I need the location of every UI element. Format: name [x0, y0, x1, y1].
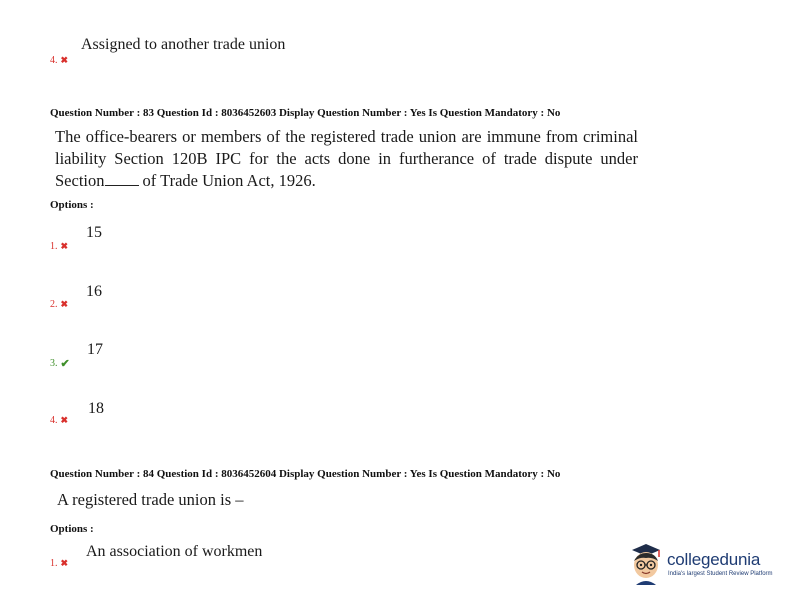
- option-number: 4.: [50, 55, 58, 66]
- cross-icon: ✖: [60, 55, 69, 65]
- options-label: Options :: [50, 523, 94, 535]
- option-2-number: [50, 299, 68, 310]
- logo-wordmark: collegedunia: [667, 550, 761, 569]
- prev-option-4-number: [50, 55, 68, 66]
- question-83-line-1: The office-bearers or members of the registered trade union are immune from criminal: [55, 127, 638, 146]
- option-number: 1.: [50, 241, 58, 252]
- option-1-text: 15: [86, 224, 102, 241]
- question-83-text: [55, 126, 638, 192]
- options-label: Options :: [50, 199, 94, 211]
- cross-icon: ✖: [60, 299, 69, 309]
- option-number: 2.: [50, 299, 58, 310]
- question-83-meta: Question Number : 83 Question Id : 8036452603 Display Question Number : Yes Is Question Mandatory : No: [50, 107, 561, 119]
- check-icon: ✔: [60, 358, 70, 370]
- cross-icon: ✖: [60, 415, 69, 425]
- question-84-meta: Question Number : 84 Question Id : 8036452604 Display Question Number : Yes Is Question Mandatory : No: [50, 468, 561, 480]
- option-2-text: 16: [86, 283, 102, 300]
- answer-blank: [105, 173, 139, 186]
- option-number: 3.: [50, 358, 58, 369]
- option-3-text: 17: [87, 341, 103, 358]
- logo-mascot-icon: [628, 541, 664, 585]
- option-4-text: 18: [88, 400, 104, 417]
- option-number: 4.: [50, 415, 58, 426]
- option-4-number: [50, 415, 68, 426]
- question-84-text: A registered trade union is –: [57, 490, 244, 509]
- option-3-number: [50, 357, 70, 370]
- prev-option-4-text: Assigned to another trade union: [81, 36, 286, 53]
- cross-icon: ✖: [60, 558, 69, 568]
- option-number: 1.: [50, 558, 58, 569]
- logo-tagline: India's largest Student Review Platform: [668, 571, 773, 577]
- option-1-number: [50, 241, 68, 252]
- question-83-line-3: [55, 170, 638, 192]
- option-1-text: An association of workmen: [86, 543, 263, 560]
- cross-icon: ✖: [60, 241, 69, 251]
- question-83-line-2: liability Section 120B IPC for the acts done in furtherance of trade dispute under: [55, 149, 638, 168]
- question-83-line-3-start: Section: [55, 171, 105, 190]
- question-83-line-3-end: of Trade Union Act, 1926.: [142, 171, 316, 190]
- option-1-number: [50, 558, 68, 569]
